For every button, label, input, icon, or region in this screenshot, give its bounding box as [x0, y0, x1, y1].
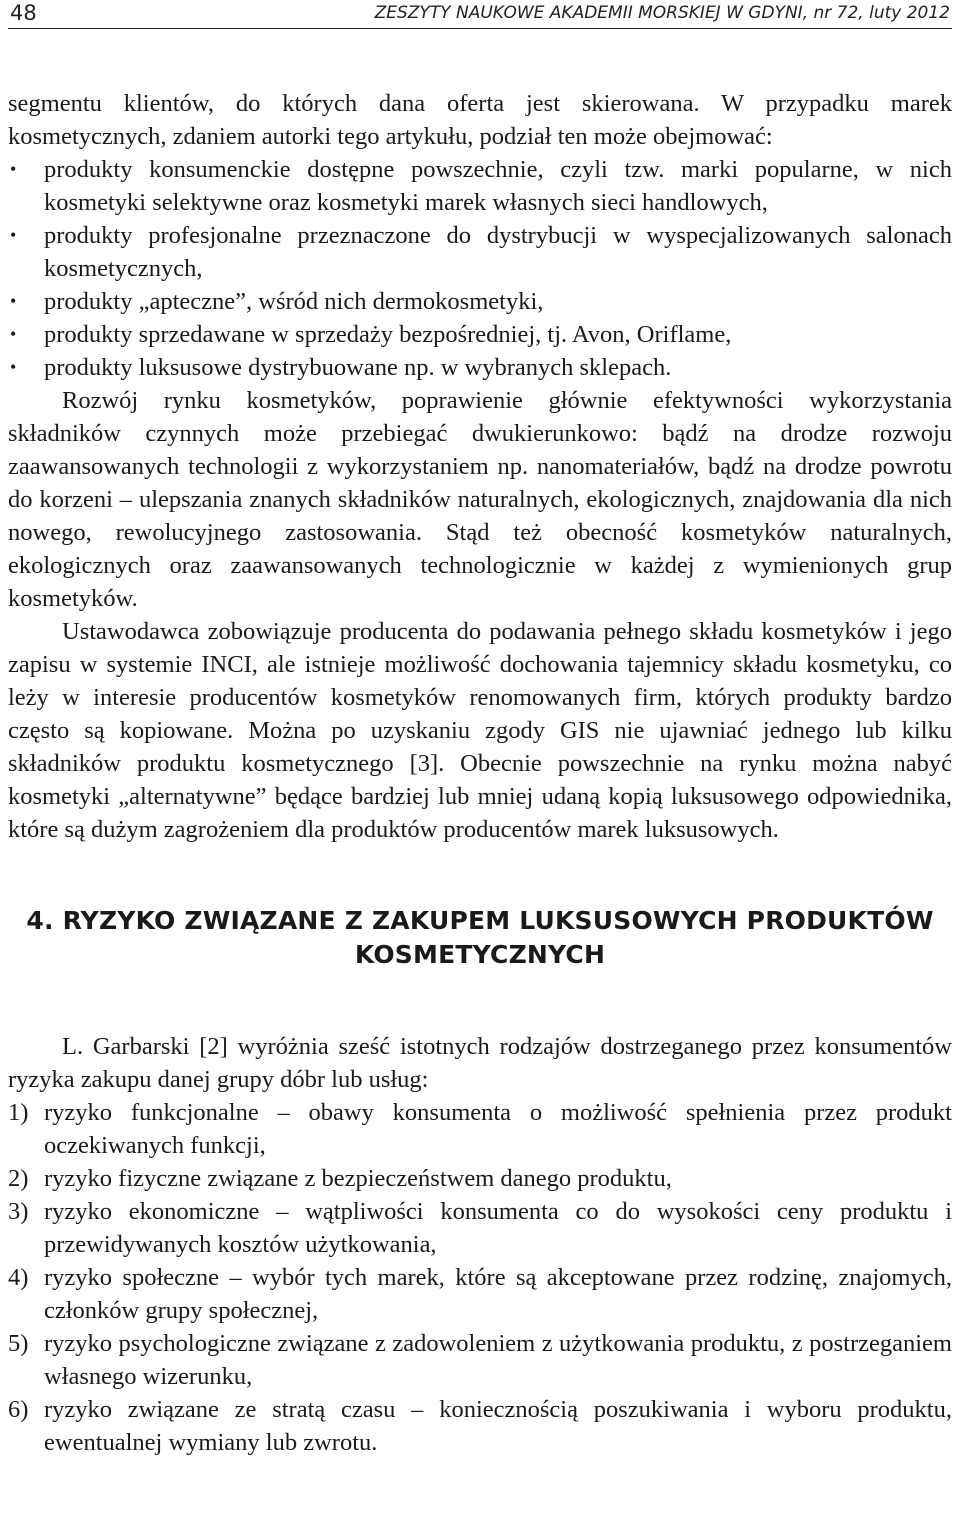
- journal-title: ZESZYTY NAUKOWE AKADEMII MORSKIEJ W GDYNI, nr 72, luty 2012: [374, 3, 950, 23]
- list-item: 5) ryzyko psychologiczne związane z zadowoleniem z użytkowania produktu, z postrzeganiem własnego wizerunku,: [8, 1327, 952, 1393]
- bullet-icon: •: [10, 291, 17, 311]
- item-number: 5): [8, 1330, 29, 1357]
- list-item: 3) ryzyko ekonomiczne – wątpliwości konsumenta co do wysokości ceny produktu i przewidywanych kosztów użytkowania,: [8, 1195, 952, 1261]
- list-item: • produkty konsumenckie dostępne powszechnie, czyli tzw. marki popularne, w nich kosmetyki selektywne oraz kosmetyki marek własnych sieci handlowych,: [8, 153, 952, 219]
- segment-list: [8, 153, 952, 384]
- section-intro: L. Garbarski [2] wyróżnia sześć istotnych rodzajów dostrzeganego przez konsumentów ryzyka zakupu danej grupy dóbr lub usług:: [8, 1033, 952, 1093]
- bullet-icon: •: [10, 357, 17, 377]
- list-item: • produkty sprzedawane w sprzedaży bezpośredniej, tj. Avon, Oriflame,: [8, 318, 952, 351]
- list-item: 6) ryzyko związane ze stratą czasu – koniecznością poszukiwania i wyboru produktu, ewentualnej wymiany lub zwrotu.: [8, 1393, 952, 1459]
- body-paragraph: Ustawodawca zobowiązuje producenta do podawania pełnego składu kosmetyków i jego zapisu w systemie INCI, ale istnieje możliwość dochowania tajemnicy składu kosmetyku, co leży w interesie producentów kosmetyków renomowanych firm, których produkty bardzo często są kopiowane. Można po uzyskaniu zgody GIS nie ujawniać jednego lub kilku składników produktu kosmetycznego [3]. Obecnie powszechnie na rynku można nabyć kosmetyki „alternatywne” będące bardziej lub mniej udaną kopią luksusowego odpowiednika, które są dużym zagrożeniem dla produktów producentów marek luksusowych.: [8, 618, 952, 843]
- list-item: 2) ryzyko fizyczne związane z bezpieczeństwem danego produktu,: [8, 1162, 952, 1195]
- risk-list: [8, 1096, 952, 1459]
- item-number: 3): [8, 1198, 29, 1225]
- section-heading: 4. RYZYKO ZWIĄZANE Z ZAKUPEM LUKSUSOWYCH PRODUKTÓW KOSMETYCZNYCH: [26, 906, 934, 969]
- list-item: • produkty „apteczne”, wśród nich dermokosmetyki,: [8, 285, 952, 318]
- item-number: 2): [8, 1165, 29, 1192]
- bullet-icon: •: [10, 324, 17, 344]
- body-paragraph: Rozwój rynku kosmetyków, poprawienie głównie efektywności wykorzystania składników czynnych może przebiegać dwukierunkowo: bądź na drodze rozwoju zaawansowanych technologii z wykorzystaniem np. nanomateriałów, bądź na drodze powrotu do korzeni – ulepszania znanych składników naturalnych, ekologicznych, znajdowania dla nich nowego, rewolucyjnego zastosowania. Stąd też obecność kosmetyków naturalnych, ekologicznych oraz zaawansowanych technologicznie w każdej z wymienionych grup kosmetyków.: [8, 387, 952, 612]
- list-item: 1) ryzyko funkcjonalne – obawy konsumenta o możliwość spełnienia przez produkt oczekiwanych funkcji,: [8, 1096, 952, 1162]
- list-item: • produkty luksusowe dystrybuowane np. w wybranych sklepach.: [8, 351, 952, 384]
- list-item: • produkty profesjonalne przeznaczone do dystrybucji w wyspecjalizowanych salonach kosmetycznych,: [8, 219, 952, 285]
- item-number: 1): [8, 1099, 29, 1126]
- intro-paragraph: segmentu klientów, do których dana oferta jest skierowana. W przypadku marek kosmetycznych, zdaniem autorki tego artykułu, podział ten może obejmować:: [8, 90, 952, 150]
- item-number: 4): [8, 1264, 29, 1291]
- page-content: [8, 87, 952, 1459]
- page-number: 48: [10, 1, 37, 25]
- list-item: 4) ryzyko społeczne – wybór tych marek, które są akceptowane przez rodzinę, znajomych, członków grupy społecznej,: [8, 1261, 952, 1327]
- bullet-icon: •: [10, 225, 17, 245]
- page-header: [8, 0, 952, 29]
- bullet-icon: •: [10, 159, 17, 179]
- item-number: 6): [8, 1396, 29, 1423]
